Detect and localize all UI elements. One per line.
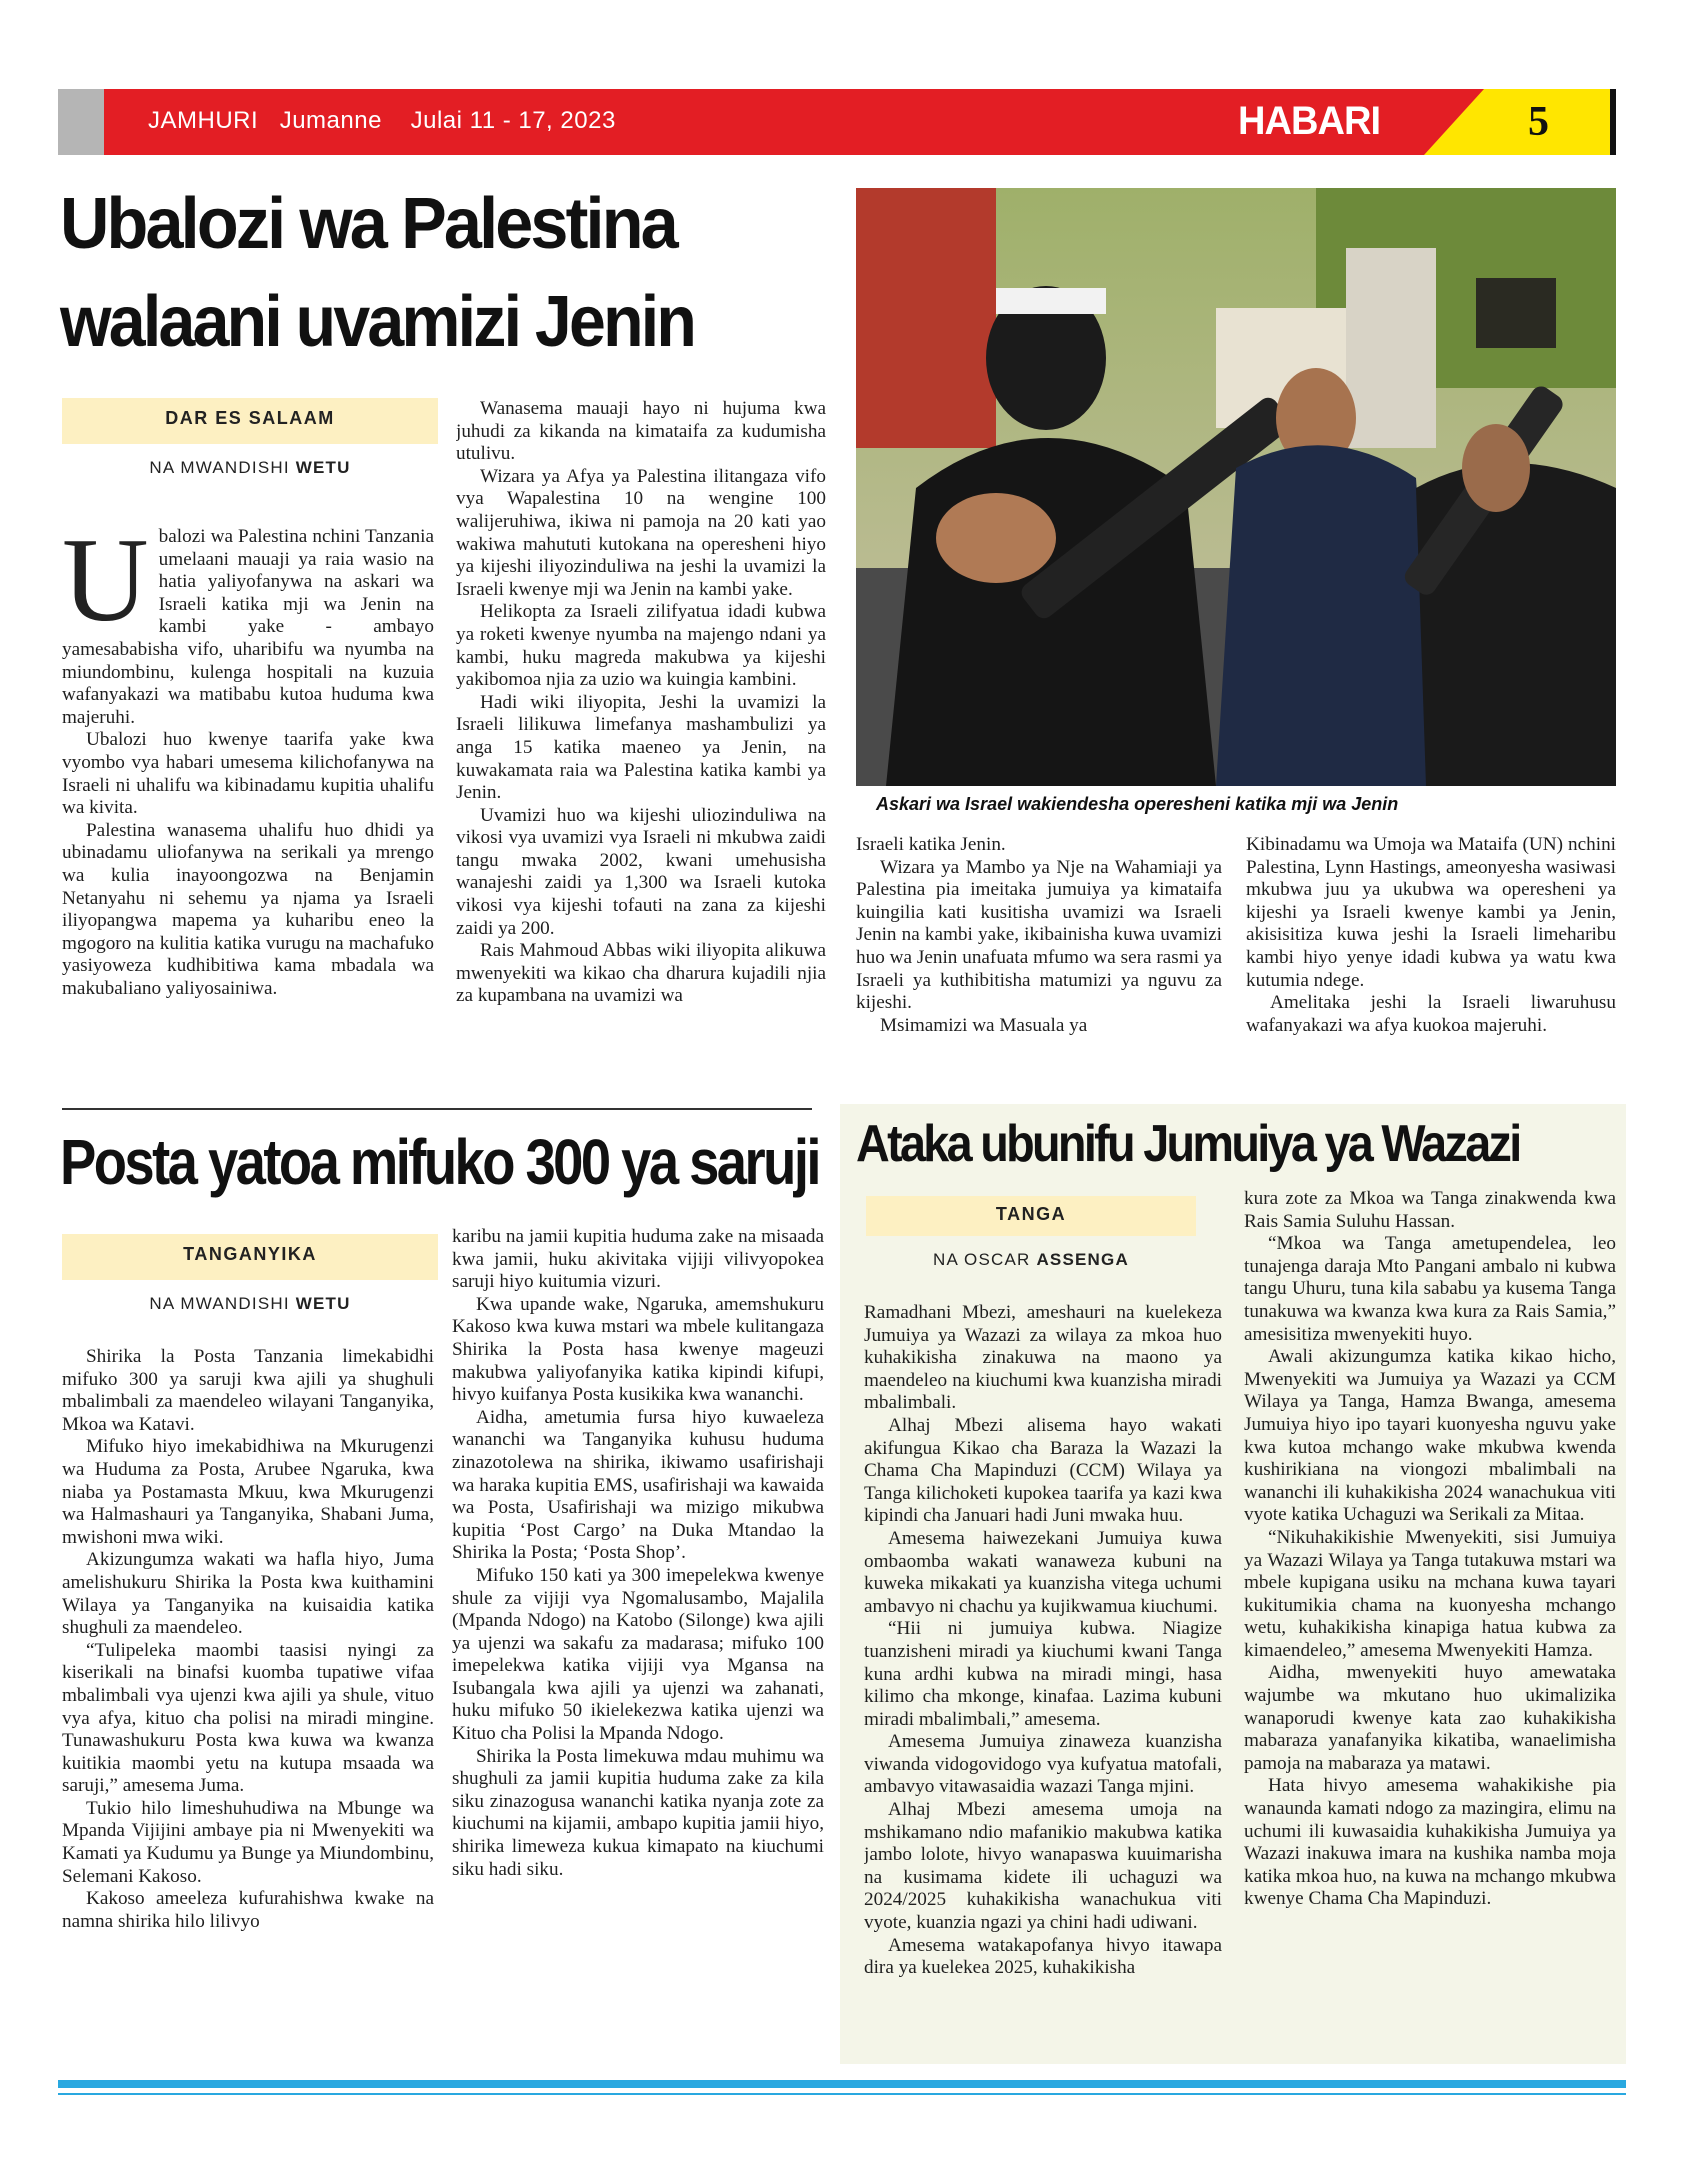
article1-column-3: [856, 834, 1222, 1082]
article2-paragraph: Kwa upande wake, Ngaruka, amemshukuru Kakoso kwa kuwa mstari wa mbele kulitangaza Shirika la Posta hasa kwenye mageuzi makubwa yaliyofanyika katika kipindi kifupi, hivyo kuifanya Posta kusikika kwa wananchi.: [452, 1293, 824, 1406]
article2-paragraph: Kakoso ameeleza kufurahishwa kwake na namna shirika hilo lilivyo: [62, 1888, 434, 1932]
article1-column-4: [1246, 834, 1616, 1082]
article3-byline-prefix: NA OSCAR: [933, 1250, 1031, 1269]
article1-paragraph: Rais Mahmoud Abbas wiki iliyopita alikuwa mwenyekiti wa kikao cha dharura kujadili njia za kupambana na uvamizi wa: [456, 940, 826, 1007]
header-slant: [1424, 89, 1484, 155]
article3-column-2: [1244, 1188, 1616, 2064]
article3-paragraph: Amesema haiwezekani Jumuiya kuwa ombaomba wakati wanaweza kubuni na kuweka mikakati ya kuanzisha vitega uchumi ambavyo ni chachu ya kujikwamua kiuchumi.: [864, 1527, 1222, 1617]
article3-paragraph: Amesema Jumuiya zinaweza kuanzisha viwanda vidogovidogo vya kufyatua matofali, ambavyo vitawasaidia wazazi Tanga mjini.: [864, 1731, 1222, 1798]
soldiers-photo-illustration: [856, 188, 1616, 786]
article1-paragraph: Wizara ya Afya ya Palestina ilitangaza vifo vya Wapalestina 10 na wengine 100 walijeruhiwa, ikiwa ni pamoja na 20 kati yao wakiwa mahututi kutokana na operesheni hiyo ya kijeshi iliyozinduliwa na jeshi la uvamizi la Israeli kwenye mji wa Jenin na kambi yake.: [456, 465, 826, 600]
article1-paragraph: Uvamizi huo wa kijeshi uliozinduliwa na vikosi vya uvamizi vya Israeli ni mkubwa zaidi tangu mwaka 2002, kwani umehusisha wanajeshi zaidi ya 1,300 wa Israeli kutoka vikosi vya kijeshi tofauti na zana za kijeshi zaidi ya 200.: [456, 804, 826, 939]
article1-paragraph: Amelitaka jeshi la Israeli liwaruhusu wafanyakazi wa afya kuokoa majeruhi.: [1246, 992, 1616, 1036]
article1-photo-caption: Askari wa Israel wakiendesha operesheni katika mji wa Jenin: [876, 794, 1399, 814]
article3-paragraph: “Hii ni jumuiya kubwa. Niagize tuanzisheni miradi ya kiuchumi kwani Tanga kuna ardhi kubwa na miradi mingi, hasa kilimo cha mkonge, kinafaa. Lazima kubuni miradi mbalimbali,” amesema.: [864, 1618, 1222, 1730]
article1-paragraph: balozi wa Palestina nchini Tanzania umelaani mauaji ya raia wasio na hatia yaliyofanywa na askari wa Israeli katika mji wa Jenin na kambi yake - ambayo yamesababisha vifo, uharibifu wa nyumba na miundombinu, kulenga hospitali na kuzuia wafanyakazi wa matibabu kutoa huduma kwa majeruhi.: [62, 526, 434, 728]
article2-paragraph: Shirika la Posta Tanzania limekabidhi mifuko 300 ya saruji kwa ajili ya shughuli mbalimbali za maendeleo wilayani Tanganyika, Mkoa wa Katavi.: [62, 1346, 434, 1435]
footer-line: [58, 2093, 1626, 2095]
page-header: [58, 89, 1616, 155]
section-divider: [62, 1108, 812, 1110]
article3-paragraph: Awali akizungumza katika kikao hicho, Mwenyekiti wa Jumuiya ya Wazazi ya CCM Wilaya ya Tanga, Hamza Bwanga, amesema Jumuiya hiyo ipo tayari kuonyesha nguvu yake kwa kutoa mchango wake mkubwa kwenda kushirikiana na viongozi mbalimbali na wananchi ili kuhakikisha 2024 wanachukua viti vyote katika Uchaguzi wa Serikali za Mitaa.: [1244, 1346, 1616, 1526]
article1-dropcap: U: [62, 526, 149, 646]
section-label: HABARI: [1238, 99, 1381, 143]
article1-paragraph: Helikopta za Israeli zilifyatua idadi kubwa ya roketi kwenye nyumba na majengo ndani ya kambi, huku magreda makubwa ya kijeshi yakibomoa njia za uzio wa kuingia kambini.: [456, 601, 826, 691]
article1-byline: [62, 458, 438, 478]
article1-column-2: [456, 398, 826, 1082]
article3-paragraph: “Nikuhakikishie Mwenyekiti, sisi Jumuiya ya Wazazi Wilaya ya Tanga tutakuwa mstari wa mbele kupigana usiku na mchana kuwa tayari kukitumikia chama na kuonyesha mchango wetu, kuhakikisha kinapiga hatua kubwa za kimaendeleo,” amesema Mwenyekiti Hamza.: [1244, 1526, 1616, 1661]
article1-headline-line1: Ubalozi wa Palestina: [60, 184, 676, 264]
header-gray-block: [58, 89, 104, 155]
article3-paragraph: Alhaj Mbezi alisema hayo wakati akifungua Kikao cha Baraza la Wazazi la Chama Cha Mapinduzi (CCM) Wilaya ya Tanga kilichoketi kupokea taarifa ya kazi kwa kipindi cha Januari hadi Juni mwaka huu.: [864, 1414, 1222, 1527]
article3-paragraph: Alhaj Mbezi amesema umoja na mshikamano ndio mafanikio makubwa katika jambo lolote, hivyo wanapaswa kuuimarisha na kusimama kidete ili uchaguzi wa 2024/2025 kuhakikisha wanachukua viti vyote, kuanzia ngazi ya chini hadi udiwani.: [864, 1799, 1222, 1934]
article2-column-2: [452, 1226, 824, 2066]
article3-byline: [866, 1250, 1196, 1270]
article1-paragraph: Palestina wanasema uhalifu huo dhidi ya ubinadamu uliofanywa na serikali ya mrengo wa kulia inayoongozwa na Benjamin Netanyahu ni sehemu ya njama ya Israeli iliyopangwa mapema ya kuharibu eneo la mgogoro na kulitia katika vurugu na machafuko yasiyoweza kudhibitiwa kama mbadala wa makubaliano yaliyosainiwa.: [62, 819, 434, 999]
article3-byline-name: ASSENGA: [1036, 1250, 1129, 1269]
issue-day: Jumanne: [279, 107, 382, 134]
article1-paragraph: Ubalozi huo kwenye taarifa yake kwa vyombo vya habari umesema kilichofanywa na Israeli ni uhalifu wa kibinadamu kupitia uhalifu wa kivita.: [62, 729, 434, 819]
article2-byline: [62, 1294, 438, 1314]
article3-location-box: TANGA: [866, 1196, 1196, 1236]
article3-paragraph: kura zote za Mkoa wa Tanga zinakwenda kwa Rais Samia Suluhu Hassan.: [1244, 1188, 1616, 1232]
article2-byline-name: WETU: [295, 1294, 351, 1313]
article2-headline: Posta yatoa mifuko 300 ya saruji: [60, 1126, 819, 1198]
article2-paragraph: Shirika la Posta limekuwa mdau muhimu wa shughuli za jamii kupitia huduma zake za kila siku zinazogusa wananchi katika nyanja zote za kiuchumi na kijamii, ambapo kupitia jamii hiyo, shirika limeweza kukua kimapato na kiuchumi siku hadi siku.: [452, 1745, 824, 1880]
article2-byline-prefix: NA MWANDISHI: [149, 1294, 290, 1313]
article2-paragraph: Mifuko hiyo imekabidhiwa na Mkurugenzi wa Huduma za Posta, Arubee Ngaruka, kwa niaba ya Postamasta Mkuu, kwa Mkurugenzi wa Halmashauri ya Tanganyika, Shabani Juma, mwishoni mwa wiki.: [62, 1436, 434, 1548]
article3-paragraph: “Mkoa wa Tanga ametupendelea, leo tunajenga daraja Mto Pangani ambalo ni kubwa tangu Uhuru, tuna kila sababu ya kusema Tanga tunakuwa wa kwanza kwa kura za Rais Samia,” amesisitiza mwenyekiti huyo.: [1244, 1233, 1616, 1345]
article1-location-box: DAR ES SALAAM: [62, 398, 438, 444]
article1-paragraph: Msimamizi wa Masuala ya: [880, 1014, 1088, 1036]
article1-headline-line2: walaani uvamizi Jenin: [60, 282, 695, 362]
article1-paragraph: Wizara ya Mambo ya Nje na Wahamiaji ya Palestina pia imeitaka jumuiya ya kimataifa kuingilia kati kusitisha uvamizi wa Israeli Jenin na kambi yake, ikibainisha kuwa uvamizi huo wa Jenin unafuata mfumo wa sera rasmi ya Israeli ya kuthibitisha matumizi ya nguvu za kijeshi.: [856, 856, 1222, 1014]
header-black-stripe: [1610, 89, 1616, 155]
article3-column-1: [864, 1302, 1222, 2064]
article1-column-1: [62, 526, 434, 1076]
article3-paragraph: Aidha, mwenyekiti huyo amewataka wajumbe wa mkutano huo ukimalizika wanaporudi kwenye kata zao kuhakikisha mabaraza yanafanyika kikatiba, wanaelimisha pamoja na mabaraza ya matawi.: [1244, 1662, 1616, 1774]
article3-paragraph: Hata hivyo amesema wahakikishe pia wanaunda kamati ndogo za mazingira, elimu na uchumi ili kuwasaidia kuhakikisha Jumuiya ya Wazazi inakuwa imara na kushika namba moja katika mkoa huo, na kuwa na mchango mkubwa kwenye Chama Cha Mapinduzi.: [1244, 1775, 1616, 1910]
article1-paragraph: Kibinadamu wa Umoja wa Mataifa (UN) nchini Palestina, Lynn Hastings, ameonyesha wasiwasi mkubwa juu ya ukubwa wa operesheni ya kijeshi ya Israeli kwenye kambi ya Jenin, akisisitiza kuwa jeshi la Israeli limeharibu kambi hiyo yenye idadi kubwa ya watu kwa kutumia ndege.: [1246, 834, 1616, 991]
article1-paragraph: Wanasema mauaji hayo ni hujuma kwa juhudi za kikanda na kimataifa za kudumisha utulivu.: [456, 398, 826, 465]
header-dateline: [148, 107, 616, 135]
article2-paragraph: Tukio hilo limeshuhudiwa na Mbunge wa Mpanda Vijijini ambaye pia ni Mwenyekiti wa Kamati ya Kudumu ya Bunge ya Miundombinu, Selemani Kakoso.: [62, 1797, 434, 1887]
page-number: 5: [1528, 99, 1549, 145]
article1-byline-prefix: NA MWANDISHI: [149, 458, 290, 477]
article2-paragraph: “Tulipeleka maombi taasisi nyingi za kiserikali na binafsi kuomba tupatiwe vifaa mbalimbali vya ujenzi kwa ajili ya shule, vituo vya afya, kituo cha polisi na miradi mingine. Tunawashukuru Posta kwa kuwa wa kwanza kuitikia maombi yetu na kutupa msaada wa saruji,” amesema Juma.: [62, 1639, 434, 1797]
publication-name: JAMHURI: [148, 107, 259, 134]
article2-location-box: TANGANYIKA: [62, 1234, 438, 1280]
footer-bar: [58, 2080, 1626, 2088]
article1-paragraph: Hadi wiki iliyopita, Jeshi la uvamizi la Israeli lilikuwa limefanya mashambulizi ya anga 15 katika maeneo ya Jenin, na kuwakamata raia wa Palestina katika kambi ya Jenin.: [456, 691, 826, 804]
article1-byline-name: WETU: [295, 458, 351, 477]
article3-headline: Ataka ubunifu Jumuiya ya Wazazi: [856, 1115, 1520, 1173]
article1-paragraph: Israeli katika Jenin.: [856, 834, 1006, 855]
article2-paragraph: Mifuko 150 kati ya 300 imepelekwa kwenye shule za vijiji vya Ngomalusambo, Majalila (Mpanda Ndogo) na Katobo (Silonge) kwa ajili ya ujenzi wa sakafu za madarasa; mifuko 100 imepelekwa katika vijiji vya Mgansa na Isubangala kwa ajili ya ujenzi wa zahanati, huku mifuko 50 ikielekezwa katika ujenzi wa Kituo cha Polisi la Mpanda Ndogo.: [452, 1564, 824, 1745]
article2-paragraph: Akizungumza wakati wa hafla hiyo, Juma amelishukuru Shirika la Posta kwa kuithamini Wilaya ya Tanganyika na kuisaidia katika shughuli za maendeleo.: [62, 1549, 434, 1639]
article3-paragraph: Ramadhani Mbezi, ameshauri na kuelekeza Jumuiya ya Wazazi za wilaya za mkoa huo kuhakikisha zinakuwa na maono ya maendeleo na kiuchumi kwa kuanzisha miradi mbalimbali.: [864, 1302, 1222, 1414]
issue-date: Julai 11 - 17, 2023: [410, 107, 616, 134]
article1-photo: [856, 188, 1616, 786]
article2-paragraph: karibu na jamii kupitia huduma zake na misaada kwa jamii, huku akivitaka vijiji vilivyopokea saruji hiyo kuitumia vizuri.: [452, 1226, 824, 1293]
article3-paragraph: Amesema watakapofanya hivyo itawapa dira ya kuelekea 2025, kuhakikisha: [864, 1934, 1222, 1979]
article2-paragraph: Aidha, ametumia fursa hiyo kuwaeleza wananchi wa Tanganyika kuhusu huduma zinazotolewa na shirika, ikiwamo usafirishaji wa haraka kupitia EMS, usafirishaji wa kawaida wa Posta, Usafirishaji wa mizigo mikubwa kupitia ‘Post Cargo’ na Duka Mtandao la Shirika la Posta; ‘Posta Shop’.: [452, 1406, 824, 1564]
article2-column-1: [62, 1346, 434, 2066]
